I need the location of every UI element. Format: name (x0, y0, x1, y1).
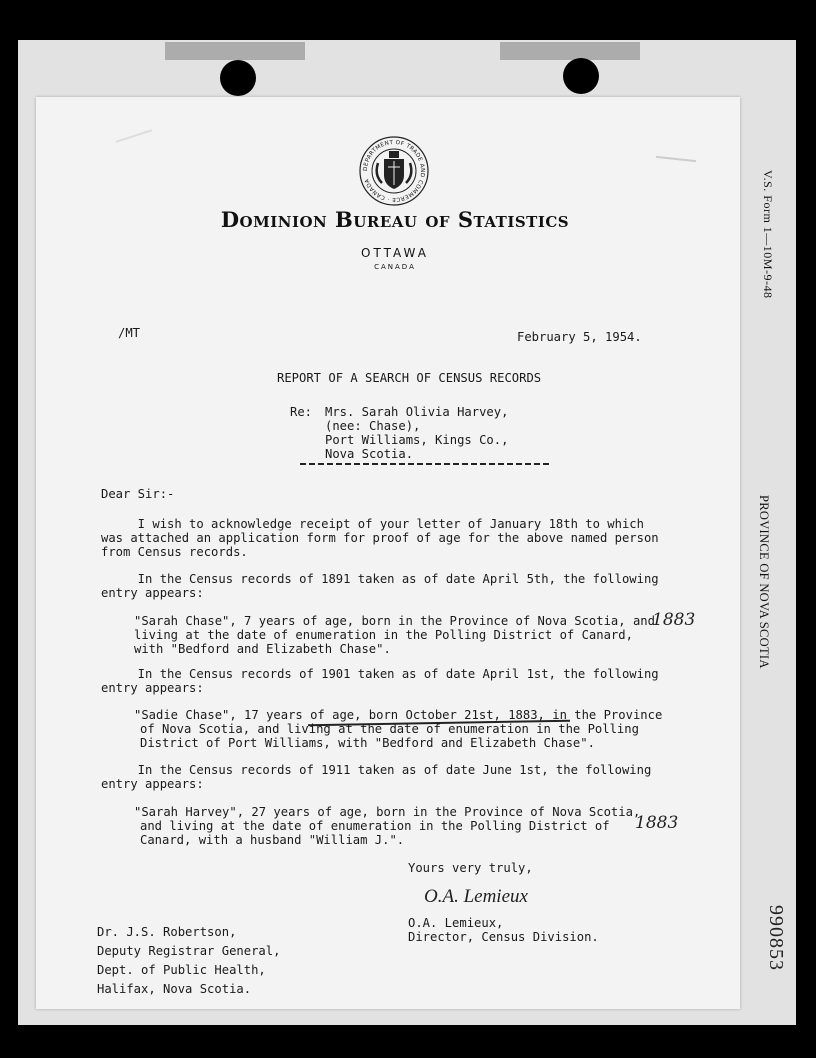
recipient-line: Halifax, Nova Scotia. (97, 982, 252, 996)
closing: Yours very truly, (408, 861, 533, 875)
recipient-line: Dr. J.S. Robertson, (97, 925, 237, 939)
paragraph-line: In the Census records of 1901 taken as of date April 1st, the following (101, 667, 659, 681)
quote-line: District of Port Williams, with "Bedford and Elizabeth Chase". (140, 736, 595, 750)
quote-line: "Sadie Chase", 17 years of age, born October 21st, 1883, in the Province (134, 708, 663, 722)
recipient-line: Deputy Registrar General, (97, 944, 281, 958)
quote-line: "Sarah Chase", 7 years of age, born in the Province of Nova Scotia, and (134, 614, 655, 628)
letterhead-country: CANADA (374, 263, 416, 271)
signer-name: O.A. Lemieux, (408, 916, 504, 930)
paragraph-line: entry appears: (101, 777, 204, 791)
organization-title: Dominion Bureau of Statistics (220, 207, 570, 232)
paragraph-line: I wish to acknowledge receipt of your letter of January 18th to which (101, 517, 644, 531)
paragraph-line: entry appears: (101, 681, 204, 695)
recipient-line: Dept. of Public Health, (97, 963, 266, 977)
letterhead-city: OTTAWA (361, 246, 429, 260)
paragraph-line: from Census records. (101, 545, 248, 559)
punch-hole-left (220, 60, 256, 96)
paragraph-line: entry appears: (101, 586, 204, 600)
letter-date: February 5, 1954. (517, 330, 642, 344)
signature: O.A. Lemieux (424, 886, 528, 907)
report-title: REPORT OF A SEARCH OF CENSUS RECORDS (277, 371, 542, 385)
re-line: Nova Scotia. (325, 447, 414, 461)
signer-title: Director, Census Division. (408, 930, 599, 944)
punch-hole-right (563, 58, 599, 94)
tape-strip-left (165, 42, 305, 60)
record-number: 990853 (765, 905, 787, 971)
quote-line: living at the date of enumeration in the Polling District of Canard, (134, 628, 633, 642)
department-seal-icon (358, 135, 430, 211)
quote-line: "Sarah Harvey", 27 years of age, born in the Province of Nova Scotia, (134, 805, 641, 819)
seal-text: DEPARTMENT OF TRADE AND COMMERCE · CANADA (362, 139, 426, 203)
handwritten-year: 1883 (652, 610, 696, 630)
quote-line: Canard, with a husband "William J.". (140, 833, 405, 847)
dashed-separator (300, 463, 550, 465)
re-line: (nee: Chase), (325, 419, 421, 433)
paragraph-line: In the Census records of 1911 taken as of date June 1st, the following (101, 763, 652, 777)
handwritten-year: 1883 (635, 813, 679, 833)
province-label: PROVINCE OF NOVA SCOTIA (757, 495, 771, 669)
re-line: Mrs. Sarah Olivia Harvey, (325, 405, 509, 419)
salutation: Dear Sir:- (101, 487, 175, 501)
quote-line: and living at the date of enumeration in the Polling District of (140, 819, 610, 833)
paragraph-line: was attached an application form for proof of age for the above named person (101, 531, 659, 545)
paragraph-line: In the Census records of 1891 taken as of date April 5th, the following (101, 572, 659, 586)
re-line: Port Williams, Kings Co., (325, 433, 509, 447)
reference-code: /MT (118, 326, 141, 340)
quote-line: of Nova Scotia, and living at the date of enumeration in the Polling (140, 722, 639, 736)
tape-strip-right (500, 42, 640, 60)
re-label: Re: (290, 405, 313, 419)
form-number-label: V.S. Form 1—10M-9-48 (761, 170, 775, 299)
quote-line: with "Bedford and Elizabeth Chase". (134, 642, 391, 656)
